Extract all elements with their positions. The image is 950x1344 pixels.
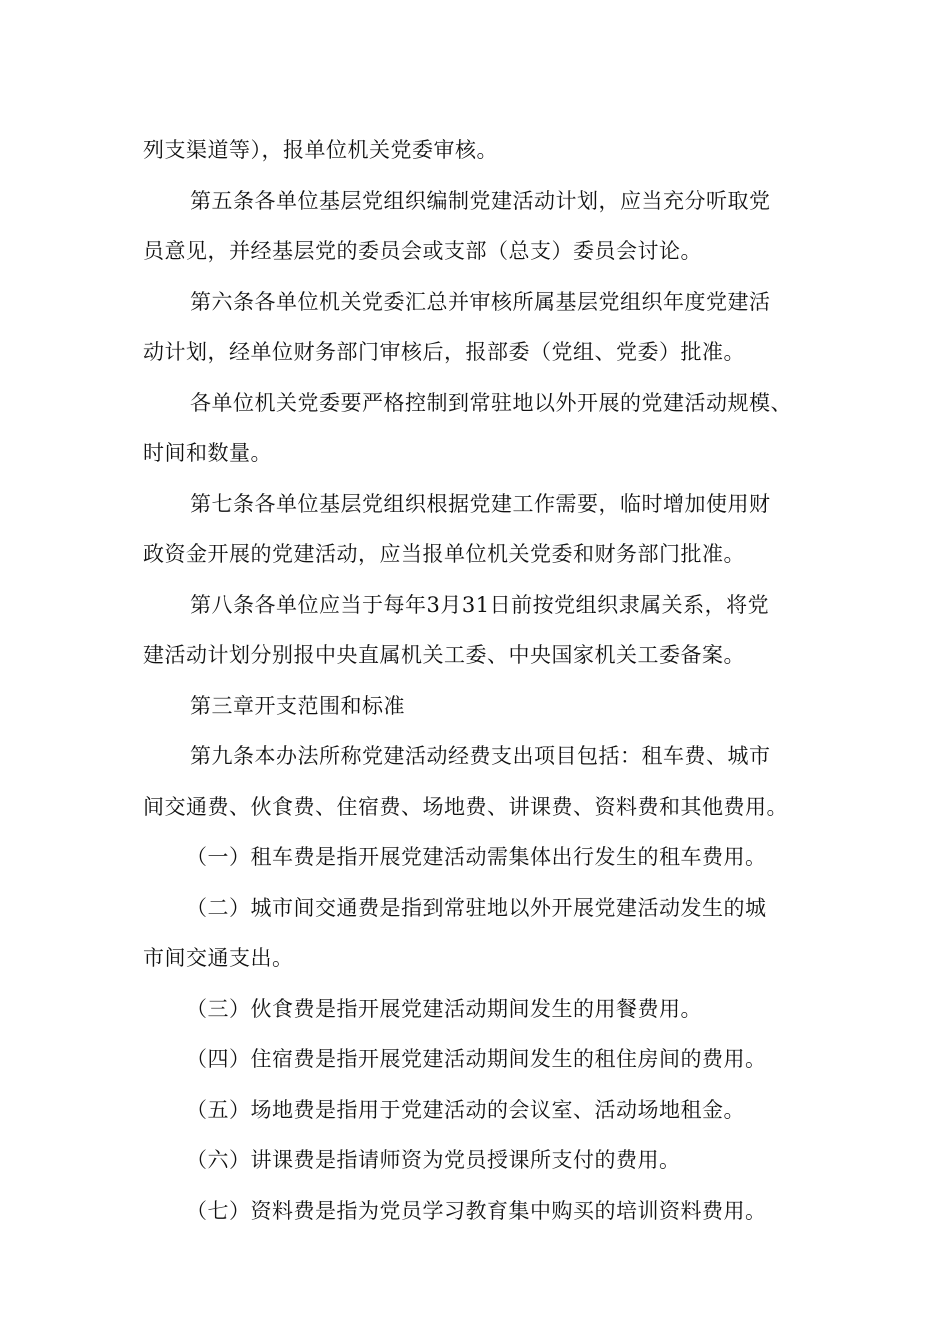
- list-item: （四）住宿费是指开展党建活动期间发生的租住房间的费用。: [186, 1047, 767, 1071]
- paragraph-line: 动计划，经单位财务部门审核后，报部委（党组、党委）批准。: [143, 340, 745, 364]
- paragraph-line: 政资金开展的党建活动，应当报单位机关党委和财务部门批准。: [143, 542, 745, 566]
- paragraph-line: 建活动计划分别报中央直属机关工委、中央国家机关工委备案。: [143, 643, 745, 667]
- list-item-continuation: 市间交通支出。: [143, 946, 294, 970]
- paragraph-line: 第六条各单位机关党委汇总并审核所属基层党组织年度党建活: [190, 290, 771, 314]
- chapter-heading: 第三章开支范围和标准: [190, 694, 405, 718]
- paragraph-line: 各单位机关党委要严格控制到常驻地以外开展的党建活动规模、: [190, 391, 792, 415]
- paragraph-line: 时间和数量。: [143, 441, 272, 465]
- list-item: （七）资料费是指为党员学习教育集中购买的培训资料费用。: [186, 1199, 767, 1223]
- paragraph-line: 间交通费、伙食费、住宿费、场地费、讲课费、资料费和其他费用。: [143, 795, 788, 819]
- paragraph-line: 第九条本办法所称党建活动经费支出项目包括：租车费、城市: [190, 744, 771, 768]
- paragraph-line: 列支渠道等），报单位机关党委审核。: [143, 138, 498, 162]
- paragraph-line: 第八条各单位应当于每年3月31日前按党组织隶属关系，将党: [190, 593, 770, 617]
- list-item: （六）讲课费是指请师资为党员授课所支付的费用。: [186, 1148, 681, 1172]
- list-item: （一）租车费是指开展党建活动需集体出行发生的租车费用。: [186, 845, 767, 869]
- list-item: （三）伙食费是指开展党建活动期间发生的用餐费用。: [186, 997, 702, 1021]
- paragraph-line: 第五条各单位基层党组织编制党建活动计划，应当充分听取党: [190, 189, 771, 213]
- paragraph-line: 第七条各单位基层党组织根据党建工作需要，临时增加使用财: [190, 492, 771, 516]
- list-item: （五）场地费是指用于党建活动的会议室、活动场地租金。: [186, 1098, 745, 1122]
- paragraph-line: 员意见，并经基层党的委员会或支部（总支）委员会讨论。: [143, 239, 702, 263]
- list-item: （二）城市间交通费是指到常驻地以外开展党建活动发生的城: [186, 896, 767, 920]
